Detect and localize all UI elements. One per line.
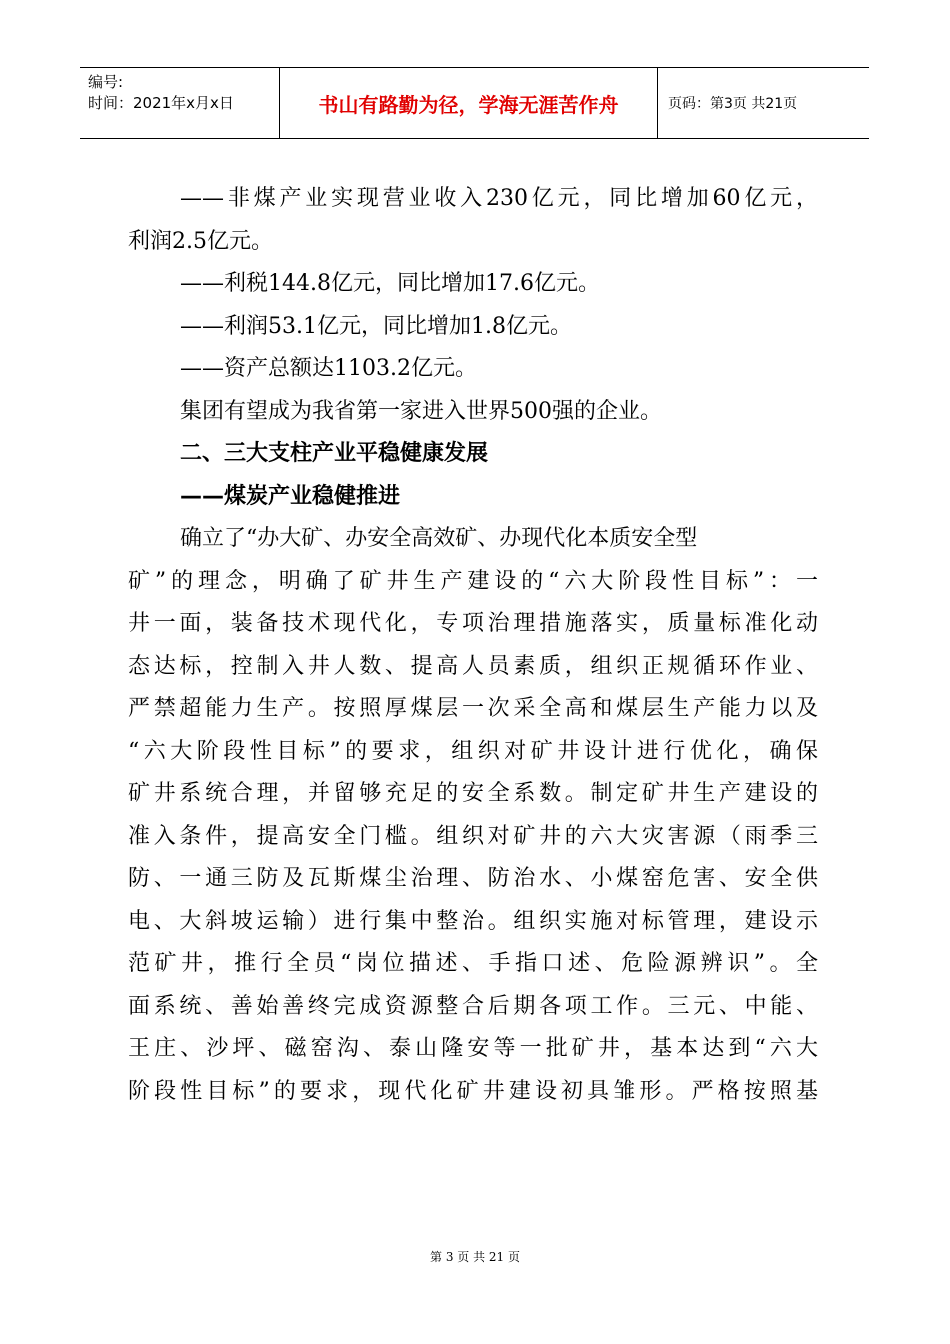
text-line: 矿井系统合理，并留够充足的安全系数。制定矿井生产建设的 bbox=[128, 781, 818, 806]
document-body bbox=[128, 178, 818, 1113]
text-line: ——资产总额达1103.2亿元。 bbox=[180, 356, 477, 381]
subsection-heading: ——煤炭产业稳健推进 bbox=[180, 483, 401, 509]
header-page-info: 页码：第3页 共21页 bbox=[668, 96, 798, 112]
text-line: 防、一通三防及瓦斯煤尘治理、防治水、小煤窑危害、安全供 bbox=[128, 866, 818, 891]
text-line: 井一面，装备技术现代化，专项治理措施落实，质量标准化动 bbox=[128, 611, 818, 636]
text-line: ——非煤产业实现营业收入230亿元，同比增加60亿元， bbox=[180, 186, 818, 211]
text-line: 王庄、沙坪、磁窑沟、泰山隆安等一批矿井，基本达到“六大 bbox=[128, 1036, 818, 1061]
text-line: 准入条件，提高安全门槛。组织对矿井的六大灾害源（雨季三 bbox=[128, 823, 818, 849]
text-line: 范矿井，推行全员“岗位描述、手指口述、危险源辨识”。全 bbox=[128, 951, 818, 976]
text-line: 阶段性目标”的要求，现代化矿井建设初具雏形。严格按照基 bbox=[128, 1078, 818, 1104]
text-line: 确立了“办大矿、办安全高效矿、办现代化本质安全型 bbox=[180, 526, 698, 551]
text-line: ——利润53.1亿元，同比增加1.8亿元。 bbox=[180, 313, 572, 339]
section-heading: 二、三大支柱产业平稳健康发展 bbox=[180, 441, 489, 466]
text-line: 态达标，控制入井人数、提高人员素质，组织正规循环作业、 bbox=[128, 653, 818, 679]
text-line: ——利税144.8亿元，同比增加17.6亿元。 bbox=[180, 271, 600, 296]
text-line: 面系统、善始善终完成资源整合后期各项工作。三元、中能、 bbox=[128, 993, 818, 1019]
time-label: 时间：2021年x月x日 bbox=[88, 94, 234, 112]
text-line: 电、大斜坡运输）进行集中整治。组织实施对标管理，建设示 bbox=[128, 908, 818, 934]
page-header bbox=[80, 67, 869, 139]
text-line: 矿”的理念，明确了矿井生产建设的“六大阶段性目标”：一 bbox=[128, 568, 818, 594]
header-meta bbox=[80, 68, 280, 138]
header-motto: 书山有路勤为径，学海无涯苦作舟 bbox=[280, 68, 658, 138]
page-footer: 第 3 页 共 21 页 bbox=[430, 1250, 520, 1264]
text-line: “六大阶段性目标”的要求，组织对矿井设计进行优化，确保 bbox=[128, 738, 818, 764]
text-line: 利润2.5亿元。 bbox=[128, 228, 273, 254]
text-line: 集团有望成为我省第一家进入世界500强的企业。 bbox=[180, 398, 662, 424]
code-label: 编号: bbox=[88, 73, 124, 91]
text-line: 严禁超能力生产。按照厚煤层一次采全高和煤层生产能力以及 bbox=[128, 696, 818, 721]
